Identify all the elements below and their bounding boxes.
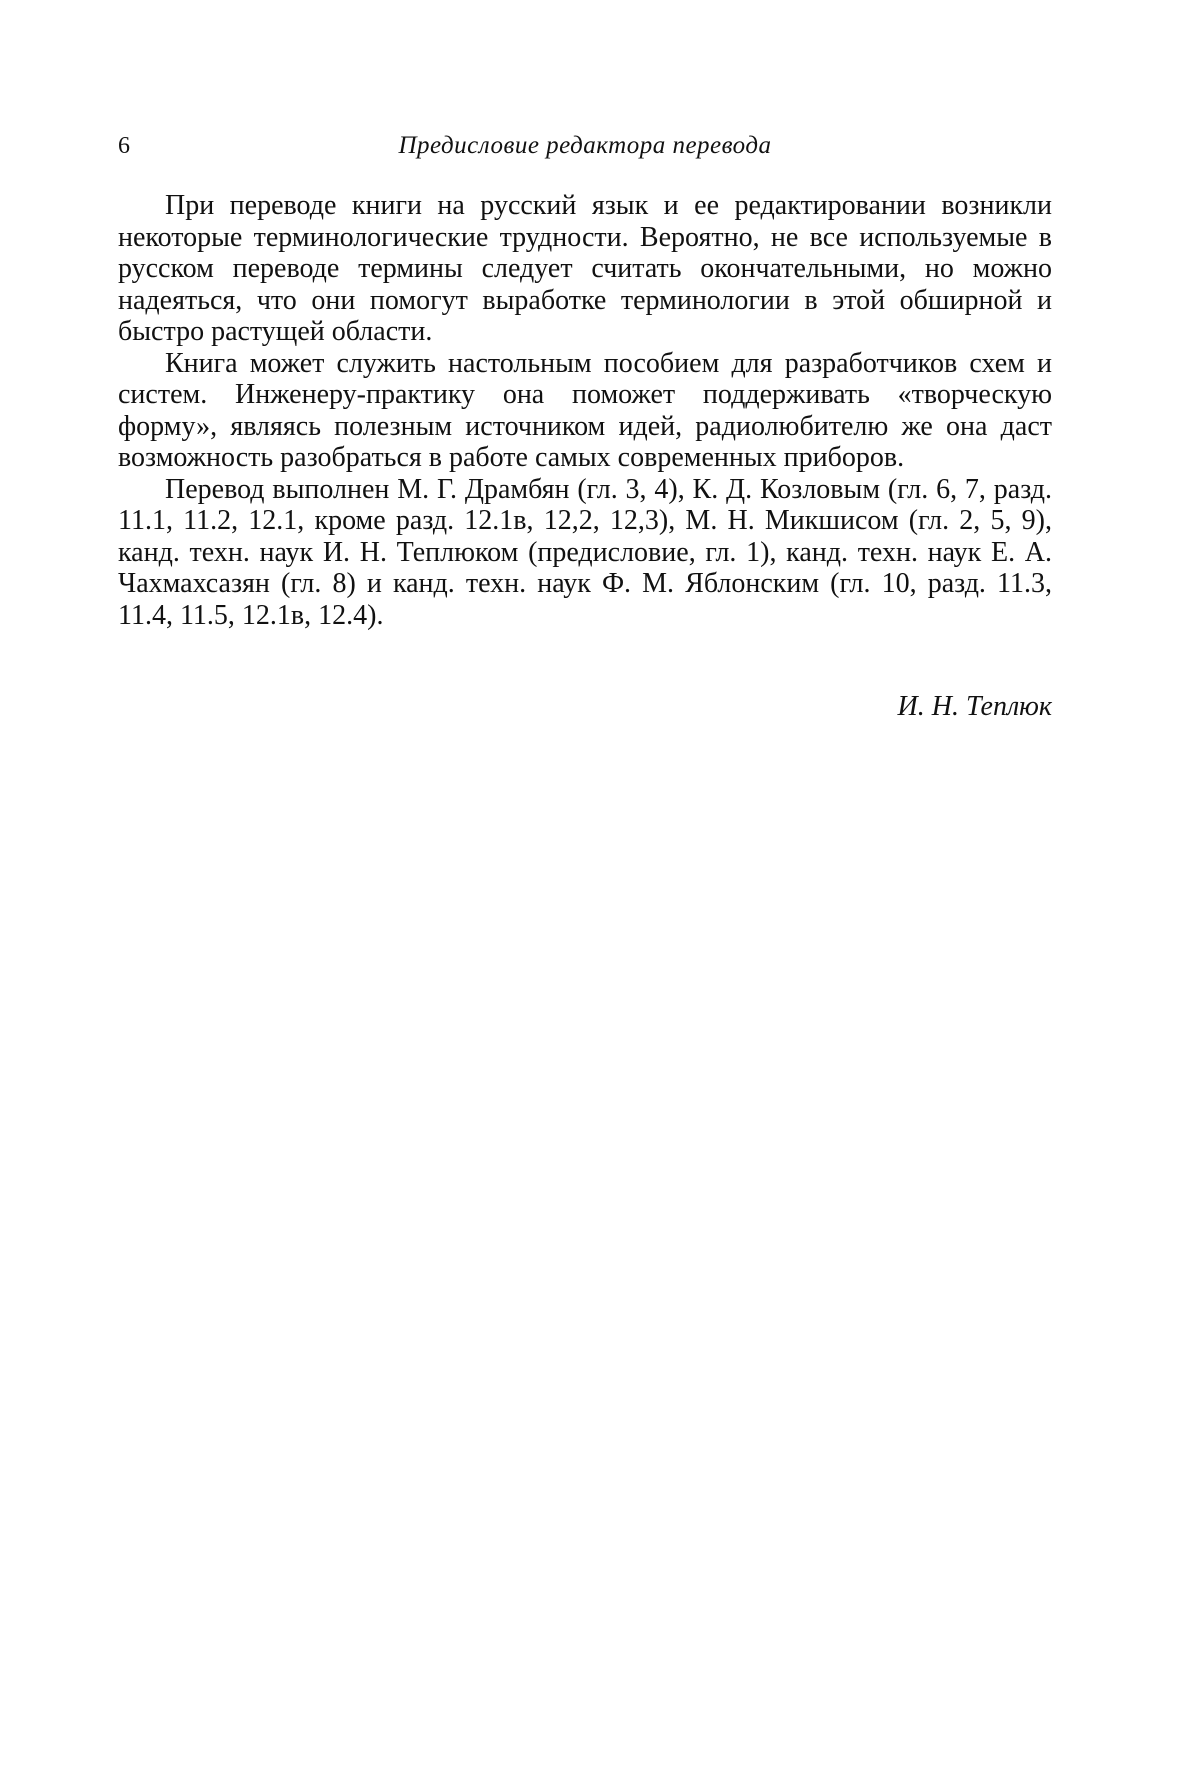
editor-signature: И. Н. Теплюк bbox=[897, 691, 1052, 722]
page-number: 6 bbox=[118, 133, 130, 159]
paragraph-purpose: Книга может служить настольным пособием для разработчиков схем и систем. Инженеру-практику она поможет поддерживать «творческую форму», являясь полезным источником идей, радиолюбителю же она даст возможность разобраться в работе самых современных приборов. bbox=[118, 347, 1052, 473]
paragraph-terminology: При переводе книги на русский язык и ее редактировании возникли некоторые терминологические трудности. Вероятно, не все используемые в русском переводе термины следует считать окончательными, но можно надеяться, что они помогут выработке терминологии в этой обширной и быстро растущей области. bbox=[118, 190, 1052, 347]
body-text bbox=[118, 190, 1052, 631]
running-title: Предисловие редактора перевода bbox=[398, 132, 772, 159]
paragraph-translators: Перевод выполнен М. Г. Драмбян (гл. 3, 4), К. Д. Козловым (гл. 6, 7, разд. 11.1, 11.2, 12.1, кроме разд. 12.1в, 12,2, 12,3), М. Н. Микшисом (гл. 2, 5, 9), канд. техн. наук И. Н. Теплюком (предисловие, гл. 1), канд. техн. наук Е. А. Чахмахсазян (гл. 8) и канд. техн. наук Ф. М. Яблонским (гл. 10, разд. 11.3, 11.4, 11.5, 12.1в, 12.4). bbox=[118, 473, 1052, 631]
running-head bbox=[118, 128, 1052, 164]
